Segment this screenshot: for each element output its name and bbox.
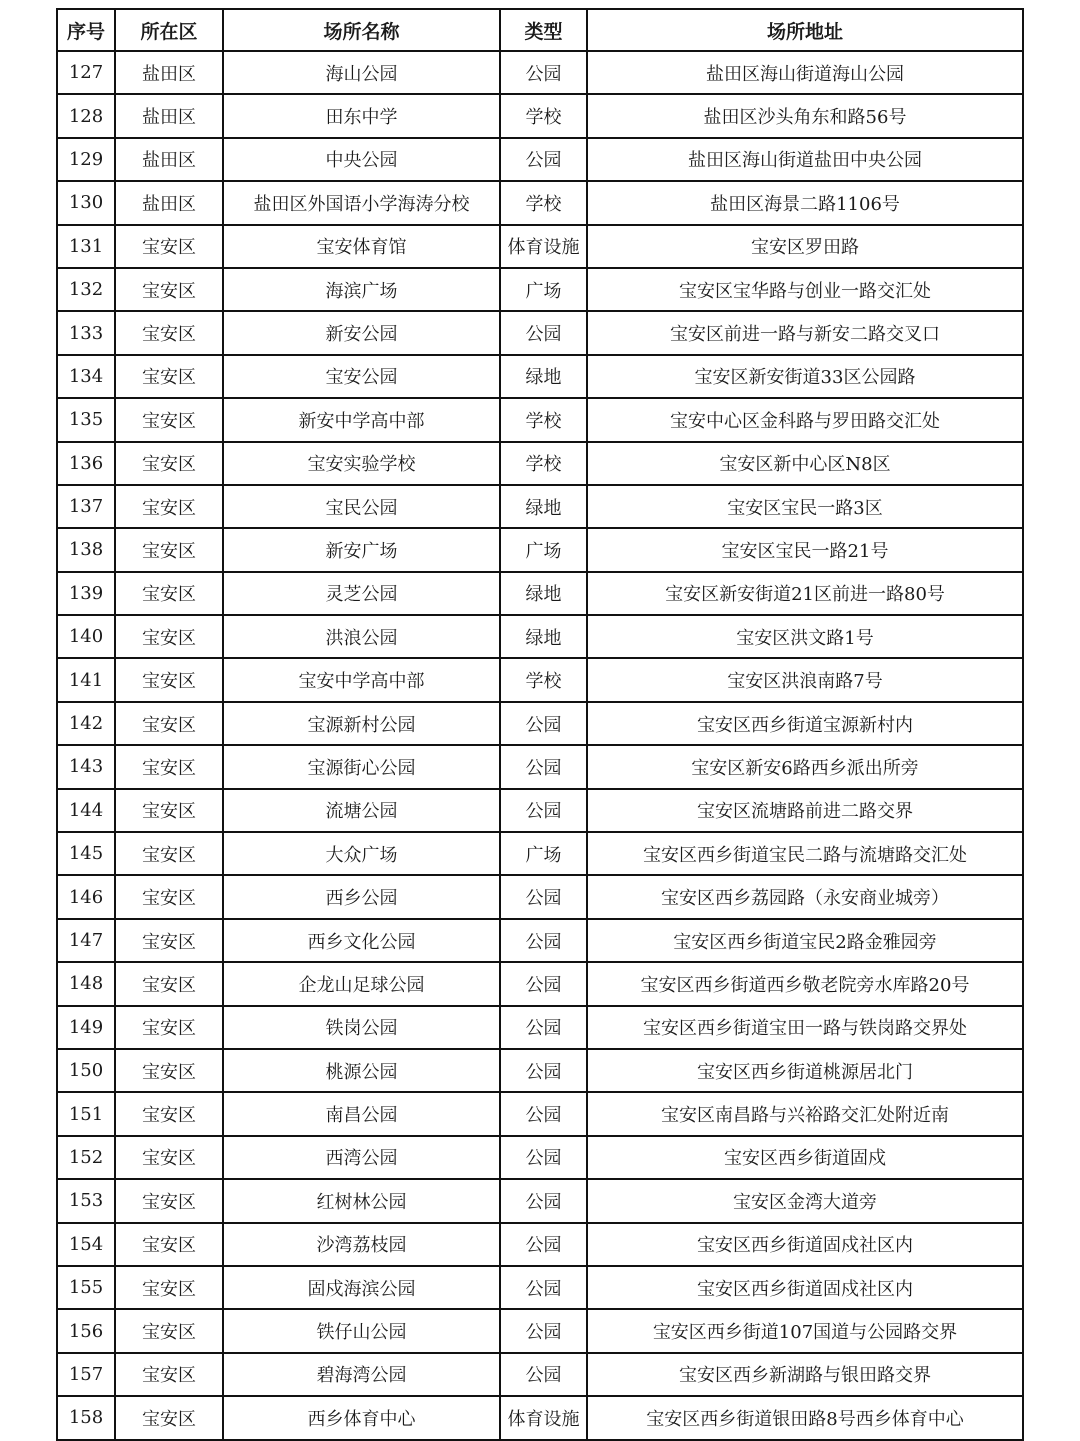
- cell-venue-address: 盐田区海山街道海山公园: [587, 51, 1023, 94]
- cell-district: 宝安区: [115, 658, 223, 701]
- cell-district: 宝安区: [115, 1179, 223, 1222]
- cell-district: 宝安区: [115, 832, 223, 875]
- cell-serial-number: 154: [57, 1223, 115, 1266]
- cell-district: 宝安区: [115, 1396, 223, 1439]
- table-row: [57, 1223, 1023, 1266]
- cell-venue-name: 中央公园: [223, 138, 500, 181]
- table-row: [57, 311, 1023, 354]
- cell-district: 宝安区: [115, 268, 223, 311]
- cell-venue-name: 新安广场: [223, 528, 500, 571]
- cell-venue-address: 宝安区新安街道21区前进一路80号: [587, 572, 1023, 615]
- cell-serial-number: 148: [57, 962, 115, 1005]
- table-row: [57, 1309, 1023, 1352]
- cell-serial-number: 157: [57, 1353, 115, 1396]
- cell-serial-number: 137: [57, 485, 115, 528]
- cell-venue-address: 宝安区流塘路前进二路交界: [587, 789, 1023, 832]
- cell-serial-number: 139: [57, 572, 115, 615]
- cell-serial-number: 158: [57, 1396, 115, 1439]
- cell-serial-number: 138: [57, 528, 115, 571]
- cell-serial-number: 130: [57, 181, 115, 224]
- table-row: [57, 1092, 1023, 1135]
- cell-venue-name: 铁仔山公园: [223, 1309, 500, 1352]
- table-row: [57, 1006, 1023, 1049]
- cell-district: 盐田区: [115, 138, 223, 181]
- cell-venue-name: 大众广场: [223, 832, 500, 875]
- cell-venue-type: 公园: [500, 1223, 587, 1266]
- header-venue-name: 场所名称: [223, 9, 500, 51]
- cell-venue-type: 绿地: [500, 355, 587, 398]
- cell-venue-name: 田东中学: [223, 94, 500, 137]
- cell-venue-type: 公园: [500, 962, 587, 1005]
- cell-venue-type: 绿地: [500, 485, 587, 528]
- cell-venue-name: 宝安中学高中部: [223, 658, 500, 701]
- cell-serial-number: 136: [57, 442, 115, 485]
- header-venue-address: 场所地址: [587, 9, 1023, 51]
- table-row: [57, 51, 1023, 94]
- table-body: [57, 51, 1023, 1440]
- cell-venue-name: 铁岗公园: [223, 1006, 500, 1049]
- cell-venue-address: 宝安区新安街道33区公园路: [587, 355, 1023, 398]
- cell-venue-address: 宝安区罗田路: [587, 225, 1023, 268]
- cell-venue-type: 绿地: [500, 615, 587, 658]
- cell-serial-number: 132: [57, 268, 115, 311]
- cell-venue-name: 海山公园: [223, 51, 500, 94]
- cell-district: 宝安区: [115, 1136, 223, 1179]
- table-row: [57, 1396, 1023, 1439]
- cell-venue-type: 体育设施: [500, 1396, 587, 1439]
- cell-serial-number: 156: [57, 1309, 115, 1352]
- cell-venue-name: 宝安公园: [223, 355, 500, 398]
- table-row: [57, 789, 1023, 832]
- cell-venue-address: 宝安区宝民一路3区: [587, 485, 1023, 528]
- cell-venue-address: 宝安区西乡街道固戍: [587, 1136, 1023, 1179]
- cell-district: 宝安区: [115, 919, 223, 962]
- cell-district: 宝安区: [115, 1092, 223, 1135]
- cell-district: 宝安区: [115, 875, 223, 918]
- cell-district: 宝安区: [115, 1353, 223, 1396]
- cell-venue-address: 宝安区南昌路与兴裕路交汇处附近南: [587, 1092, 1023, 1135]
- cell-venue-type: 公园: [500, 1179, 587, 1222]
- cell-venue-name: 新安中学高中部: [223, 398, 500, 441]
- cell-serial-number: 144: [57, 789, 115, 832]
- table-row: [57, 225, 1023, 268]
- cell-serial-number: 142: [57, 702, 115, 745]
- cell-venue-address: 宝安区宝民一路21号: [587, 528, 1023, 571]
- cell-venue-type: 广场: [500, 832, 587, 875]
- table-row: [57, 658, 1023, 701]
- table-row: [57, 355, 1023, 398]
- cell-venue-address: 盐田区海山街道盐田中央公园: [587, 138, 1023, 181]
- header-venue-type: 类型: [500, 9, 587, 51]
- cell-venue-address: 宝安中心区金科路与罗田路交汇处: [587, 398, 1023, 441]
- cell-district: 宝安区: [115, 398, 223, 441]
- cell-venue-name: 盐田区外国语小学海涛分校: [223, 181, 500, 224]
- cell-venue-name: 宝安体育馆: [223, 225, 500, 268]
- cell-venue-type: 学校: [500, 94, 587, 137]
- cell-venue-name: 红树林公园: [223, 1179, 500, 1222]
- cell-district: 宝安区: [115, 225, 223, 268]
- table-row: [57, 745, 1023, 788]
- cell-venue-name: 西乡公园: [223, 875, 500, 918]
- cell-venue-address: 宝安区西乡街道107国道与公园路交界: [587, 1309, 1023, 1352]
- cell-venue-name: 海滨广场: [223, 268, 500, 311]
- cell-venue-type: 公园: [500, 919, 587, 962]
- cell-venue-name: 宝安实验学校: [223, 442, 500, 485]
- cell-venue-type: 学校: [500, 181, 587, 224]
- cell-district: 盐田区: [115, 94, 223, 137]
- cell-venue-type: 公园: [500, 1092, 587, 1135]
- cell-serial-number: 146: [57, 875, 115, 918]
- cell-serial-number: 127: [57, 51, 115, 94]
- cell-venue-address: 盐田区海景二路1106号: [587, 181, 1023, 224]
- table-row: [57, 1136, 1023, 1179]
- table-row: [57, 1049, 1023, 1092]
- cell-serial-number: 133: [57, 311, 115, 354]
- cell-venue-name: 西乡体育中心: [223, 1396, 500, 1439]
- cell-venue-type: 体育设施: [500, 225, 587, 268]
- cell-venue-address: 宝安区金湾大道旁: [587, 1179, 1023, 1222]
- cell-district: 宝安区: [115, 962, 223, 1005]
- cell-venue-name: 宝源新村公园: [223, 702, 500, 745]
- table-row: [57, 832, 1023, 875]
- cell-district: 宝安区: [115, 1266, 223, 1309]
- cell-serial-number: 153: [57, 1179, 115, 1222]
- table-row: [57, 442, 1023, 485]
- cell-district: 宝安区: [115, 702, 223, 745]
- cell-venue-type: 公园: [500, 745, 587, 788]
- table-row: [57, 1266, 1023, 1309]
- cell-venue-type: 公园: [500, 702, 587, 745]
- cell-serial-number: 152: [57, 1136, 115, 1179]
- venue-table-sheet: [56, 8, 1022, 1441]
- cell-venue-name: 西乡文化公园: [223, 919, 500, 962]
- cell-venue-name: 桃源公园: [223, 1049, 500, 1092]
- venue-table: [56, 8, 1024, 1441]
- cell-venue-name: 宝源街心公园: [223, 745, 500, 788]
- table-header: [57, 9, 1023, 51]
- table-row: [57, 875, 1023, 918]
- cell-serial-number: 145: [57, 832, 115, 875]
- cell-serial-number: 140: [57, 615, 115, 658]
- cell-serial-number: 149: [57, 1006, 115, 1049]
- table-row: [57, 485, 1023, 528]
- cell-venue-name: 灵芝公园: [223, 572, 500, 615]
- cell-venue-type: 公园: [500, 1309, 587, 1352]
- cell-venue-address: 盐田区沙头角东和路56号: [587, 94, 1023, 137]
- table-row: [57, 572, 1023, 615]
- cell-venue-type: 公园: [500, 1049, 587, 1092]
- cell-venue-address: 宝安区新安6路西乡派出所旁: [587, 745, 1023, 788]
- cell-venue-address: 宝安区前进一路与新安二路交叉口: [587, 311, 1023, 354]
- cell-district: 宝安区: [115, 615, 223, 658]
- cell-serial-number: 134: [57, 355, 115, 398]
- table-row: [57, 1179, 1023, 1222]
- cell-venue-type: 绿地: [500, 572, 587, 615]
- cell-district: 宝安区: [115, 311, 223, 354]
- cell-venue-address: 宝安区西乡荔园路（永安商业城旁）: [587, 875, 1023, 918]
- cell-venue-name: 碧海湾公园: [223, 1353, 500, 1396]
- cell-venue-address: 宝安区西乡新湖路与银田路交界: [587, 1353, 1023, 1396]
- cell-venue-type: 学校: [500, 442, 587, 485]
- cell-serial-number: 131: [57, 225, 115, 268]
- cell-district: 宝安区: [115, 442, 223, 485]
- cell-venue-type: 公园: [500, 1266, 587, 1309]
- cell-serial-number: 143: [57, 745, 115, 788]
- cell-venue-name: 新安公园: [223, 311, 500, 354]
- cell-venue-type: 学校: [500, 658, 587, 701]
- table-row: [57, 268, 1023, 311]
- cell-venue-address: 宝安区宝华路与创业一路交汇处: [587, 268, 1023, 311]
- table-row: [57, 1353, 1023, 1396]
- header-serial-number: 序号: [57, 9, 115, 51]
- cell-district: 盐田区: [115, 181, 223, 224]
- table-row: [57, 398, 1023, 441]
- cell-venue-type: 公园: [500, 875, 587, 918]
- cell-serial-number: 135: [57, 398, 115, 441]
- cell-venue-name: 固戍海滨公园: [223, 1266, 500, 1309]
- cell-serial-number: 150: [57, 1049, 115, 1092]
- table-row: [57, 94, 1023, 137]
- cell-district: 宝安区: [115, 1309, 223, 1352]
- cell-serial-number: 147: [57, 919, 115, 962]
- header-district: 所在区: [115, 9, 223, 51]
- cell-venue-type: 广场: [500, 528, 587, 571]
- cell-district: 盐田区: [115, 51, 223, 94]
- cell-venue-name: 洪浪公园: [223, 615, 500, 658]
- cell-district: 宝安区: [115, 789, 223, 832]
- cell-venue-address: 宝安区西乡街道宝田一路与铁岗路交界处: [587, 1006, 1023, 1049]
- cell-serial-number: 155: [57, 1266, 115, 1309]
- cell-venue-type: 公园: [500, 1006, 587, 1049]
- cell-venue-name: 沙湾荔枝园: [223, 1223, 500, 1266]
- cell-venue-name: 企龙山足球公园: [223, 962, 500, 1005]
- cell-venue-address: 宝安区西乡街道宝源新村内: [587, 702, 1023, 745]
- cell-venue-address: 宝安区西乡街道桃源居北门: [587, 1049, 1023, 1092]
- cell-venue-address: 宝安区洪文路1号: [587, 615, 1023, 658]
- cell-venue-type: 公园: [500, 51, 587, 94]
- cell-serial-number: 128: [57, 94, 115, 137]
- table-row: [57, 962, 1023, 1005]
- cell-venue-address: 宝安区新中心区N8区: [587, 442, 1023, 485]
- cell-venue-address: 宝安区西乡街道固戍社区内: [587, 1223, 1023, 1266]
- table-row: [57, 528, 1023, 571]
- cell-venue-name: 西湾公园: [223, 1136, 500, 1179]
- cell-district: 宝安区: [115, 572, 223, 615]
- cell-district: 宝安区: [115, 1223, 223, 1266]
- header-row: [57, 9, 1023, 51]
- cell-district: 宝安区: [115, 485, 223, 528]
- cell-venue-type: 学校: [500, 398, 587, 441]
- table-row: [57, 615, 1023, 658]
- table-row: [57, 919, 1023, 962]
- cell-venue-type: 公园: [500, 311, 587, 354]
- cell-venue-type: 公园: [500, 789, 587, 832]
- cell-venue-type: 公园: [500, 1136, 587, 1179]
- cell-venue-address: 宝安区西乡街道宝民2路金雅园旁: [587, 919, 1023, 962]
- cell-venue-type: 广场: [500, 268, 587, 311]
- cell-venue-name: 宝民公园: [223, 485, 500, 528]
- cell-venue-address: 宝安区西乡街道西乡敬老院旁水库路20号: [587, 962, 1023, 1005]
- cell-venue-type: 公园: [500, 1353, 587, 1396]
- cell-venue-address: 宝安区西乡街道银田路8号西乡体育中心: [587, 1396, 1023, 1439]
- cell-venue-address: 宝安区西乡街道固戍社区内: [587, 1266, 1023, 1309]
- cell-venue-name: 南昌公园: [223, 1092, 500, 1135]
- cell-district: 宝安区: [115, 1006, 223, 1049]
- table-row: [57, 181, 1023, 224]
- cell-venue-address: 宝安区西乡街道宝民二路与流塘路交汇处: [587, 832, 1023, 875]
- cell-venue-type: 公园: [500, 138, 587, 181]
- cell-district: 宝安区: [115, 528, 223, 571]
- cell-district: 宝安区: [115, 1049, 223, 1092]
- cell-venue-name: 流塘公园: [223, 789, 500, 832]
- cell-serial-number: 141: [57, 658, 115, 701]
- table-row: [57, 702, 1023, 745]
- cell-venue-address: 宝安区洪浪南路7号: [587, 658, 1023, 701]
- table-row: [57, 138, 1023, 181]
- cell-district: 宝安区: [115, 355, 223, 398]
- cell-serial-number: 151: [57, 1092, 115, 1135]
- cell-serial-number: 129: [57, 138, 115, 181]
- cell-district: 宝安区: [115, 745, 223, 788]
